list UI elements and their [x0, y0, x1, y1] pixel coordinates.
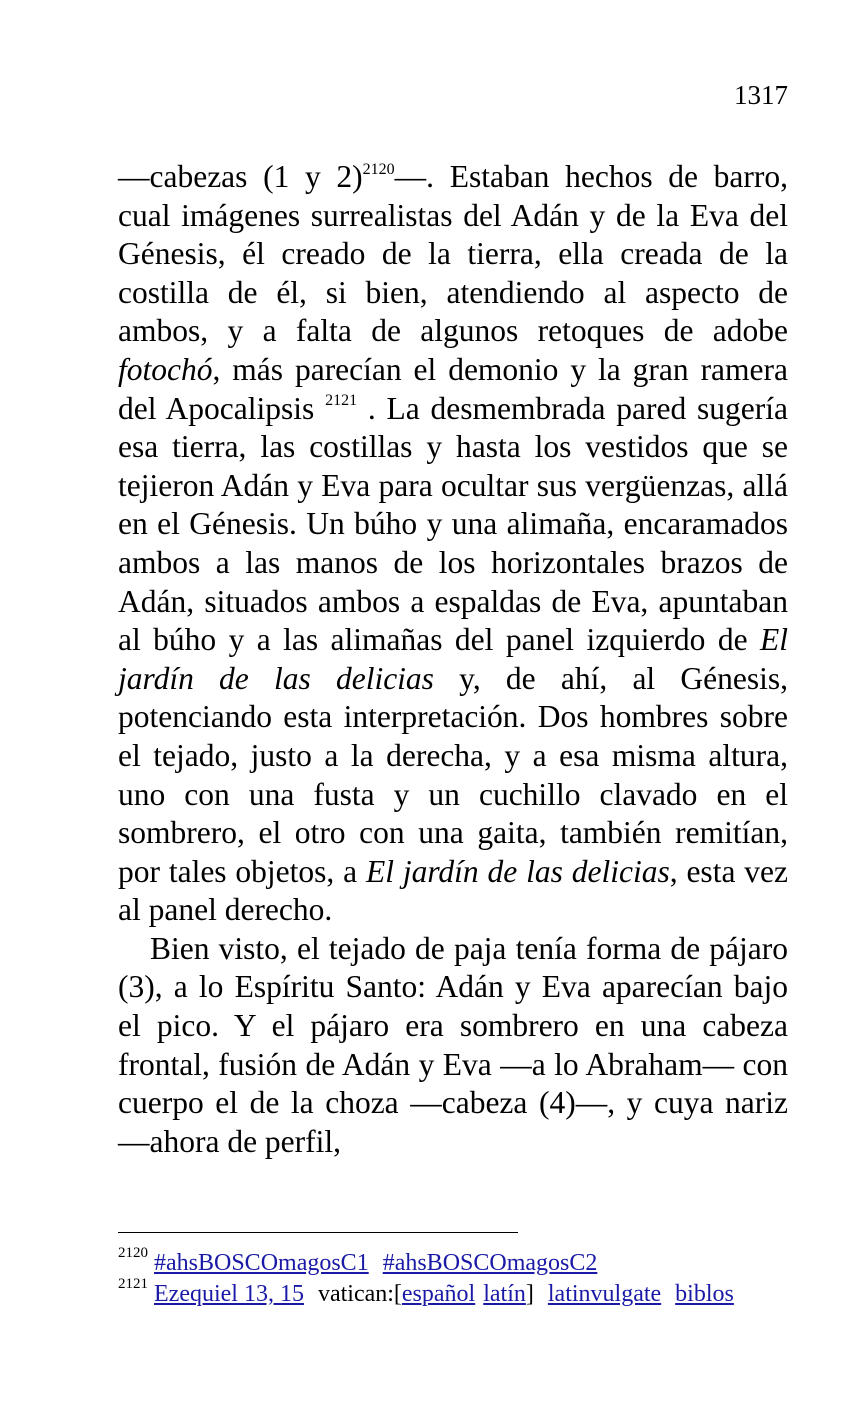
footnote-2120 — [118, 1245, 798, 1279]
italic-title: El jardín de las delicias — [118, 622, 788, 696]
footnote-link[interactable]: Ezequiel 13, 15 — [154, 1281, 304, 1307]
footnote-2121 — [118, 1276, 798, 1310]
text-segment: y, de ahí, al Génesis, potenciando esta interpretación. Dos hombres sobre el tejado, justo a la derecha, y a esa misma altura, uno con una fusta y un cuchillo clavado en el sombrero, el otro con una gaita, también remitían, por tales objetos, a — [118, 660, 788, 889]
footnote-link[interactable]: biblos — [675, 1281, 734, 1307]
footnote-link[interactable]: español — [401, 1281, 476, 1307]
footnote-number: 2120 — [118, 1245, 148, 1261]
text-segment: , esta vez al panel derecho. — [118, 853, 788, 928]
footnote-link[interactable]: latinvulgate — [547, 1281, 662, 1307]
main-text — [118, 158, 788, 1161]
footnote-divider — [118, 1232, 518, 1233]
page-number: 1317 — [734, 80, 788, 110]
vatican-label: vatican:[ — [317, 1281, 402, 1307]
footnote-ref-2120[interactable]: 2120 — [362, 160, 395, 178]
footnote-ref-2121[interactable]: 2121 — [325, 392, 358, 410]
text-segment: . La desmembrada pared sugería esa tierra, las costillas y hasta los vestidos que se tejieron Adán y Eva para ocultar sus vergüenzas, allá en el Génesis. Un búho y una alimaña, encaramados ambos a las manos de los horizontales brazos de Adán, situados ambos a espaldas de Eva, apuntaban al búho y a las alimañas del panel izquierdo de — [118, 390, 788, 658]
text-segment: —cabezas (1 y 2) — [118, 159, 363, 194]
footnote-link[interactable]: #ahsBOSCOmagosC1 — [154, 1250, 369, 1276]
bracket-close: ] — [525, 1281, 534, 1307]
footnote-number: 2121 — [118, 1276, 148, 1292]
footnote-link[interactable]: latín — [483, 1281, 526, 1307]
footnotes — [118, 1245, 798, 1310]
italic-title: El jardín de las delicias — [365, 853, 670, 889]
footnote-link[interactable]: #ahsBOSCOmagosC2 — [382, 1250, 598, 1276]
paragraph-1 — [118, 158, 788, 930]
italic-text: fotochó — [118, 351, 213, 387]
paragraph-2: Bien visto, el tejado de paja tenía forma de pájaro (3), a lo Espíritu Santo: Adán y Eva aparecían bajo el pico. Y el pájaro era sombrero en una cabeza frontal, fusión de Adán y Eva —a lo Abraham— con cuerpo el de la choza —cabeza (4)—, y cuya nariz —ahora de perfil, — [118, 930, 788, 1159]
text-segment: —. Estaban hechos de barro, cual imágenes surrealistas del Adán y de la Eva del Génesis, él creado de la tierra, ella creada de la costilla de él, si bien, atendiendo al aspecto de ambos, y a falta de algunos retoques de adobe — [118, 159, 788, 349]
text-segment: , más parecían el demonio y la gran ramera del Apocalipsis — [118, 351, 788, 426]
